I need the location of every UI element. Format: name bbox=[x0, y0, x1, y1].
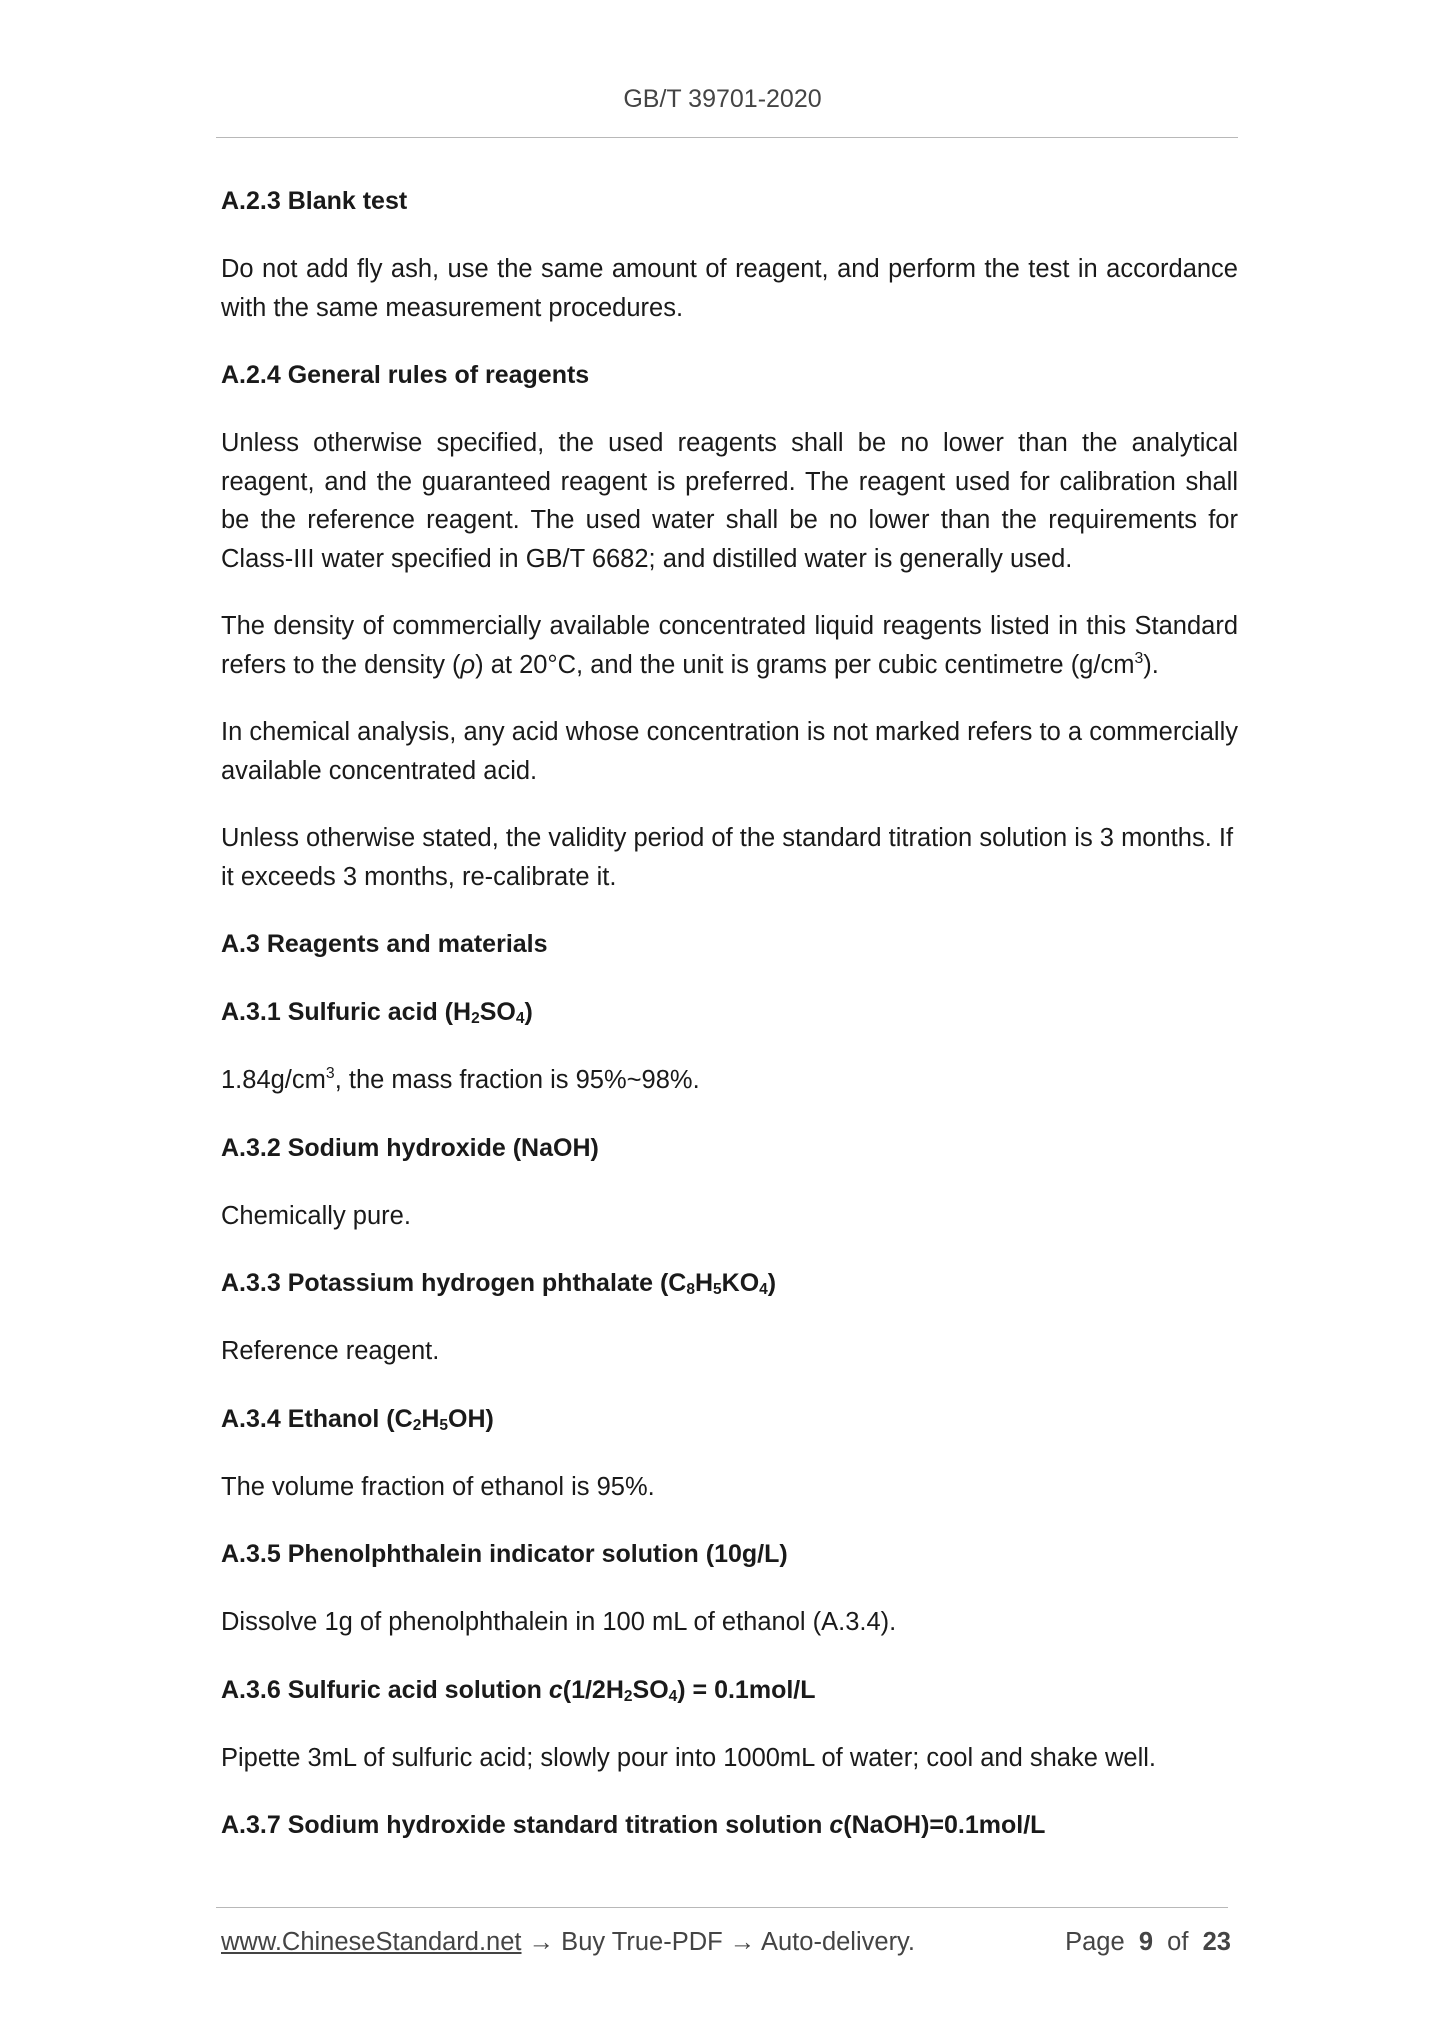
page-body bbox=[221, 182, 1238, 1874]
heading-a34: A.3.4 Ethanol $(C_2H_5OH)$ bbox=[221, 1404, 494, 1434]
heading-a23: A.2.3 Blank test bbox=[221, 187, 408, 215]
footer-promo-text: → Buy True-PDF → Auto-delivery. bbox=[521, 1928, 915, 1956]
heading-a24: A.2.4 General rules of reagents bbox=[221, 361, 590, 389]
heading-a33: A.3.3 Potassium hydrogen phthalate $(C_8H_5KO_4)$ bbox=[221, 1269, 777, 1298]
paragraph-a24-1: Unless otherwise specified, the used reagents shall be no lower than the analytical reagent, and the guaranteed reagent is preferred. The reagent used for calibration shall be the reference reagent. The used water shall be no lower than the requirements for Class-III water specified in GB/T 6682; and distilled water is generally used. bbox=[221, 429, 1238, 573]
footer-divider bbox=[216, 1907, 1228, 1908]
current-page-number: 9 bbox=[1138, 1928, 1153, 1956]
website-link[interactable]: www.ChineseStandard.net bbox=[221, 1928, 522, 1956]
paragraph-a23: Do not add fly ash, use the same amount of reagent, and perform the test in accordance with the same measurement procedures. bbox=[221, 255, 1238, 322]
paragraph-a36: Pipette 3mL of sulfuric acid; slowly pour into 1000mL of water; cool and shake well. bbox=[221, 1743, 1157, 1772]
paragraph-a24-3: In chemical analysis, any acid whose concentration is not marked refers to a commercially available concentrated acid. bbox=[221, 718, 1238, 785]
document-code: GB/T 39701-2020 bbox=[623, 85, 822, 113]
paragraph-a31: $1.84g/cm^3$, the mass fraction is 95%~98%. bbox=[221, 1065, 700, 1094]
paragraph-a24-2: The density of commercially available concentrated liquid reagents listed in this Standard refers to the density (ρ) at 20°C, and the unit is grams per cubic centimetre $(g/cm^3)$. bbox=[221, 612, 1238, 679]
page-number-indicator: Page 9 of 23 bbox=[1065, 1928, 1231, 1956]
heading-a36: A.3.6 Sulfuric acid solution $c(1/2H_2SO_4) = 0.1mol/L$ bbox=[221, 1675, 816, 1705]
paragraph-a35: Dissolve 1g of phenolphthalein in 100 mL of ethanol (A.3.4). bbox=[221, 1608, 897, 1636]
heading-a32: A.3.2 Sodium hydroxide (NaOH) bbox=[221, 1133, 599, 1162]
header-divider bbox=[216, 137, 1238, 138]
paragraph-a34: The volume fraction of ethanol is 95%. bbox=[221, 1472, 655, 1501]
heading-a35: A.3.5 Phenolphthalein indicator solution (10g/L) bbox=[221, 1540, 788, 1568]
total-pages-number: 23 bbox=[1202, 1928, 1231, 1956]
paragraph-a33: Reference reagent. bbox=[221, 1337, 440, 1365]
heading-a31: A.3.1 Sulfuric acid $(H_2SO_4)$ bbox=[221, 998, 533, 1027]
heading-a37: A.3.7 Sodium hydroxide standard titration solution c(NaOH)=0.1mol/L bbox=[221, 1811, 1046, 1839]
heading-a3: A.3 Reagents and materials bbox=[221, 930, 548, 958]
page-footer bbox=[221, 1928, 1231, 1957]
paragraph-a32: Chemically pure. bbox=[221, 1201, 411, 1230]
paragraph-a24-4: Unless otherwise stated, the validity period of the standard titration solution is 3 months. If it exceeds 3 months, re-calibrate it. bbox=[221, 824, 1234, 891]
